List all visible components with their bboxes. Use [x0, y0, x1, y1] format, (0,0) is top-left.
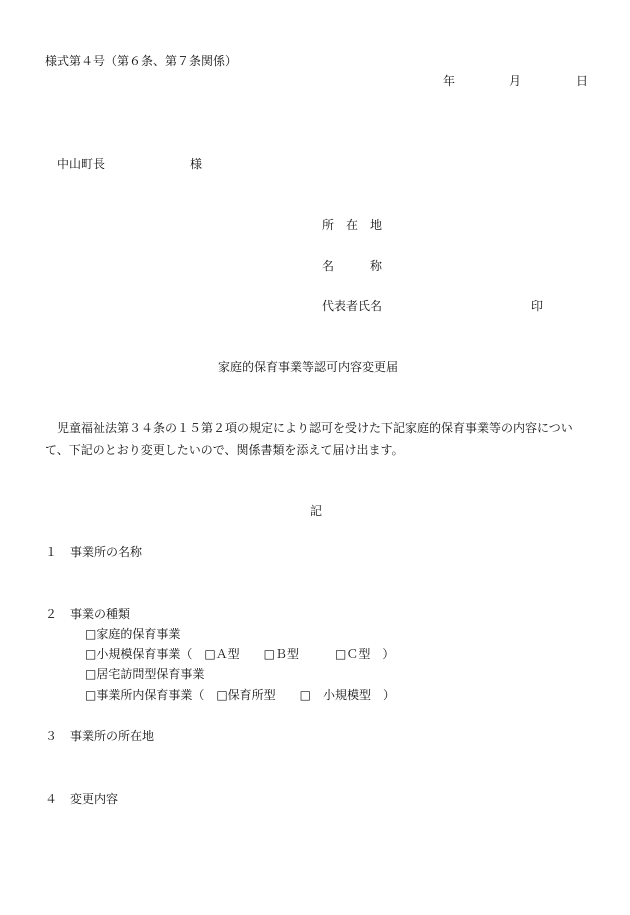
business-type-option: □家庭的保育事業 [85, 627, 181, 641]
representative-label: 代表者氏名 [322, 299, 383, 313]
date-month-label: 月 [509, 74, 522, 88]
item3-label: 事業所の所在地 [70, 729, 155, 743]
item4-label: 変更内容 [70, 792, 119, 806]
document-title: 家庭的保育事業等認可内容変更届 [218, 360, 399, 374]
business-type-option: □居宅訪問型保育事業 [85, 667, 205, 681]
form-number: 様式第４号（第６条、第７条関係） [45, 54, 238, 68]
ki-label: 記 [310, 504, 323, 518]
addressee-name: 中山町長 [57, 157, 106, 171]
name-label: 名 称 [322, 259, 383, 273]
business-type-option: □事業所内保育事業（ □保育所型 □ 小規模型 ） [85, 688, 396, 702]
item1-label: 事業所の名称 [70, 545, 143, 559]
business-type-option: □小規模保育事業（ □Ａ型 □Ｂ型 □Ｃ型 ） [85, 647, 395, 661]
item2-label: 事業の種類 [70, 607, 131, 621]
item3-number: ３ [45, 729, 58, 743]
addressee-honorific: 様 [190, 157, 203, 171]
item4-number: ４ [45, 792, 58, 806]
seal-label: 印 [531, 299, 544, 313]
item1-number: １ [45, 545, 58, 559]
body-text: 児童福祉法第３４条の１５第２項の規定により認可を受けた下記家庭的保育事業等の内容について、下記のとおり変更したいので、関係書類を添えて届け出ます。 [45, 421, 573, 457]
item2-number: ２ [45, 607, 58, 621]
date-day-label: 日 [576, 74, 589, 88]
address-label: 所 在 地 [322, 218, 383, 232]
date-year-label: 年 [443, 74, 456, 88]
